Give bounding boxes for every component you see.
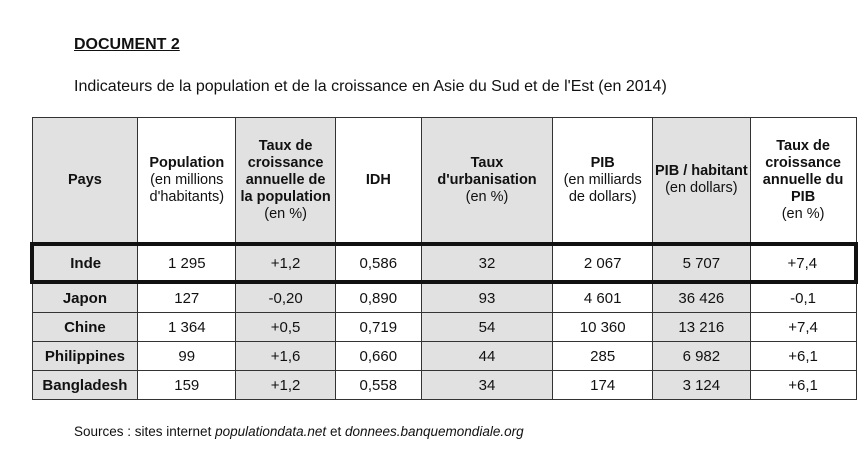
table-cell: +1,6 <box>236 342 336 371</box>
document-title: DOCUMENT 2 <box>74 36 180 53</box>
table-cell: 3 124 <box>653 371 751 400</box>
table-cell: 6 982 <box>653 342 751 371</box>
table-cell: 54 <box>421 313 553 342</box>
document-subtitle: Indicateurs de la population et de la croissance en Asie du Sud et de l'Est (en 2014) <box>74 78 667 95</box>
table-cell: 2 067 <box>553 244 653 282</box>
table-cell: +7,4 <box>750 244 856 282</box>
table-cell: -0,1 <box>750 282 856 313</box>
source-site-banquemondiale: donnees.banquemondiale.org <box>344 424 524 439</box>
indicators-table <box>30 117 858 400</box>
table-cell: 4 601 <box>553 282 653 313</box>
table-cell: 34 <box>421 371 553 400</box>
table-cell: +7,4 <box>750 313 856 342</box>
table-cell: 44 <box>421 342 553 371</box>
table-cell: Japon <box>32 282 138 313</box>
table-cell: 0,660 <box>336 342 422 371</box>
table-cell: -0,20 <box>236 282 336 313</box>
sources-prefix: Sources : sites internet <box>74 424 216 439</box>
table-cell: Chine <box>32 313 138 342</box>
table-cell: Philippines <box>32 342 138 371</box>
sources-note <box>74 424 524 439</box>
table-cell: +6,1 <box>750 342 856 371</box>
table-cell: 99 <box>138 342 236 371</box>
table-row-japon <box>32 282 856 313</box>
header-pib-growth: Taux de croissance annuelle du PIB (en %) <box>750 118 856 245</box>
table-header-row <box>32 118 856 245</box>
sources-joiner: et <box>326 424 345 439</box>
table-cell: 32 <box>421 244 553 282</box>
table-row-chine <box>32 313 856 342</box>
table-cell: 10 360 <box>553 313 653 342</box>
header-pib: PIB (en milliards de dollars) <box>553 118 653 245</box>
table-cell: Bangladesh <box>32 371 138 400</box>
header-pib-per-capita: PIB / habitant (en dollars) <box>653 118 751 245</box>
table-cell: +6,1 <box>750 371 856 400</box>
table-cell: 174 <box>553 371 653 400</box>
table-cell: +0,5 <box>236 313 336 342</box>
table-cell: 93 <box>421 282 553 313</box>
table-cell: +1,2 <box>236 371 336 400</box>
header-idh: IDH <box>336 118 422 245</box>
table-row-inde <box>32 244 856 282</box>
table-cell: 0,890 <box>336 282 422 313</box>
table-row-bangladesh <box>32 371 856 400</box>
table-cell: 1 364 <box>138 313 236 342</box>
table-cell: 0,558 <box>336 371 422 400</box>
table-cell: Inde <box>32 244 138 282</box>
header-population-growth: Taux de croissance annuelle de la population (en %) <box>236 118 336 245</box>
table-cell: 1 295 <box>138 244 236 282</box>
table-row-philippines <box>32 342 856 371</box>
table-cell: 285 <box>553 342 653 371</box>
table-cell: 5 707 <box>653 244 751 282</box>
table-cell: 159 <box>138 371 236 400</box>
table-cell: 0,719 <box>336 313 422 342</box>
table-cell: 127 <box>138 282 236 313</box>
table-cell: 13 216 <box>653 313 751 342</box>
header-population: Population (en millions d'habitants) <box>138 118 236 245</box>
header-country: Pays <box>32 118 138 245</box>
source-site-populationdata: populationdata.net <box>215 424 327 439</box>
table-cell: 36 426 <box>653 282 751 313</box>
header-urbanisation: Taux d'urbanisation (en %) <box>421 118 553 245</box>
table-cell: 0,586 <box>336 244 422 282</box>
table-cell: +1,2 <box>236 244 336 282</box>
